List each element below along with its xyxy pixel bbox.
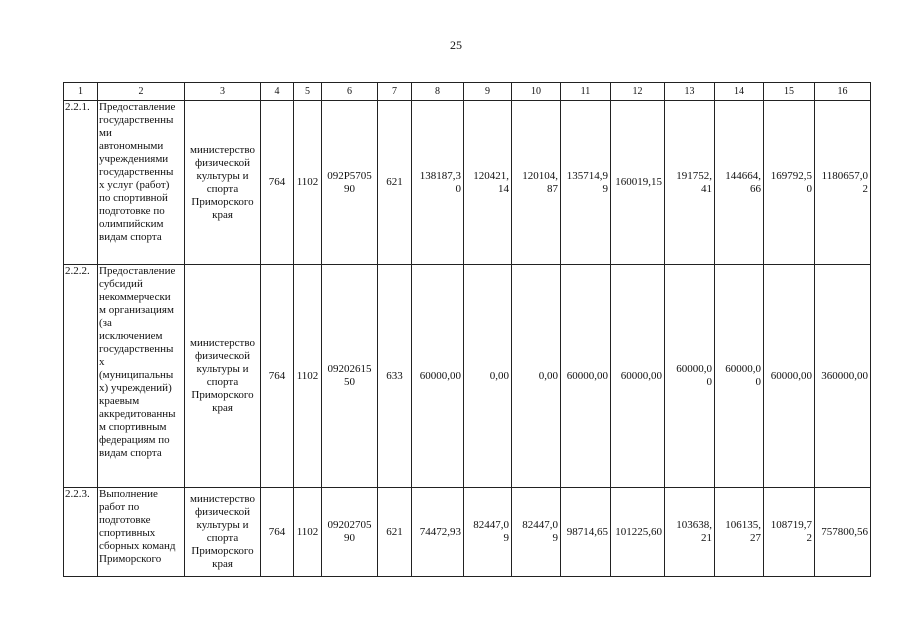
- cell-target-article: 09202615 50: [322, 265, 378, 488]
- cell-value: 60000,00: [611, 265, 665, 488]
- column-header: 9: [464, 83, 512, 101]
- cell-grbs: 764: [261, 101, 294, 265]
- column-header: 6: [322, 83, 378, 101]
- cell-value: 74472,93: [412, 488, 464, 577]
- row-index: 2.2.2.: [64, 265, 98, 488]
- column-header: 12: [611, 83, 665, 101]
- cell-value: 120104, 87: [512, 101, 561, 265]
- cell-expense-type: 633: [378, 265, 412, 488]
- cell-value: 82447,0 9: [464, 488, 512, 577]
- table-row: [64, 488, 871, 577]
- cell-expense-type: 621: [378, 488, 412, 577]
- cell-value: 60000,00: [412, 265, 464, 488]
- executor: министерство физической культуры и спорта Приморского края: [185, 488, 261, 577]
- activity-name: Предоставление субсидий некоммерчески м организациям (за исключением государственны х (муниципальны х) учреждений) краевым аккредитованны м спортивным федерациям по видам спорта: [98, 265, 185, 488]
- cell-grbs: 764: [261, 265, 294, 488]
- cell-value: 169792,5 0: [764, 101, 815, 265]
- column-header: 1: [64, 83, 98, 101]
- row-index: 2.2.1.: [64, 101, 98, 265]
- cell-value: 60000,0 0: [715, 265, 764, 488]
- cell-value: 144664, 66: [715, 101, 764, 265]
- column-header: 13: [665, 83, 715, 101]
- executor: министерство физической культуры и спорта Приморского края: [185, 265, 261, 488]
- cell-value: 120421, 14: [464, 101, 512, 265]
- cell-section: 1102: [294, 101, 322, 265]
- column-header: 14: [715, 83, 764, 101]
- table-row: [64, 265, 871, 488]
- column-header: 15: [764, 83, 815, 101]
- column-header: 4: [261, 83, 294, 101]
- column-header: 16: [815, 83, 871, 101]
- executor: министерство физической культуры и спорта Приморского края: [185, 101, 261, 265]
- column-header: 5: [294, 83, 322, 101]
- budget-table: [63, 82, 871, 577]
- column-header-row: [64, 83, 871, 101]
- cell-value: 60000,0 0: [665, 265, 715, 488]
- table-row: [64, 101, 871, 265]
- cell-total: 360000,00: [815, 265, 871, 488]
- cell-section: 1102: [294, 265, 322, 488]
- cell-expense-type: 621: [378, 101, 412, 265]
- cell-value: 191752, 41: [665, 101, 715, 265]
- column-header: 11: [561, 83, 611, 101]
- cell-value: 98714,65: [561, 488, 611, 577]
- column-header: 10: [512, 83, 561, 101]
- cell-value: 138187,3 0: [412, 101, 464, 265]
- cell-value: 108719,7 2: [764, 488, 815, 577]
- cell-value: 60000,00: [561, 265, 611, 488]
- cell-value: 60000,00: [764, 265, 815, 488]
- cell-value: 101225,60: [611, 488, 665, 577]
- cell-value: 82447,0 9: [512, 488, 561, 577]
- cell-value: 103638, 21: [665, 488, 715, 577]
- cell-value: 135714,9 9: [561, 101, 611, 265]
- row-index: 2.2.3.: [64, 488, 98, 577]
- cell-value: 0,00: [512, 265, 561, 488]
- cell-value: 106135, 27: [715, 488, 764, 577]
- cell-grbs: 764: [261, 488, 294, 577]
- column-header: 2: [98, 83, 185, 101]
- page-number: 25: [450, 38, 462, 52]
- column-header: 8: [412, 83, 464, 101]
- column-header: 7: [378, 83, 412, 101]
- cell-target-article: 09202705 90: [322, 488, 378, 577]
- cell-total: 1180657,0 2: [815, 101, 871, 265]
- cell-value: 0,00: [464, 265, 512, 488]
- cell-total: 757800,56: [815, 488, 871, 577]
- activity-name: Предоставление государственны ми автономными учреждениями государственны х услуг (работ) по спортивной подготовке по олимпийским видам спорта: [98, 101, 185, 265]
- column-header: 3: [185, 83, 261, 101]
- cell-target-article: 092Р5705 90: [322, 101, 378, 265]
- activity-name: Выполнение работ по подготовке спортивных сборных команд Приморского: [98, 488, 185, 577]
- cell-value: 160019,15: [611, 101, 665, 265]
- cell-section: 1102: [294, 488, 322, 577]
